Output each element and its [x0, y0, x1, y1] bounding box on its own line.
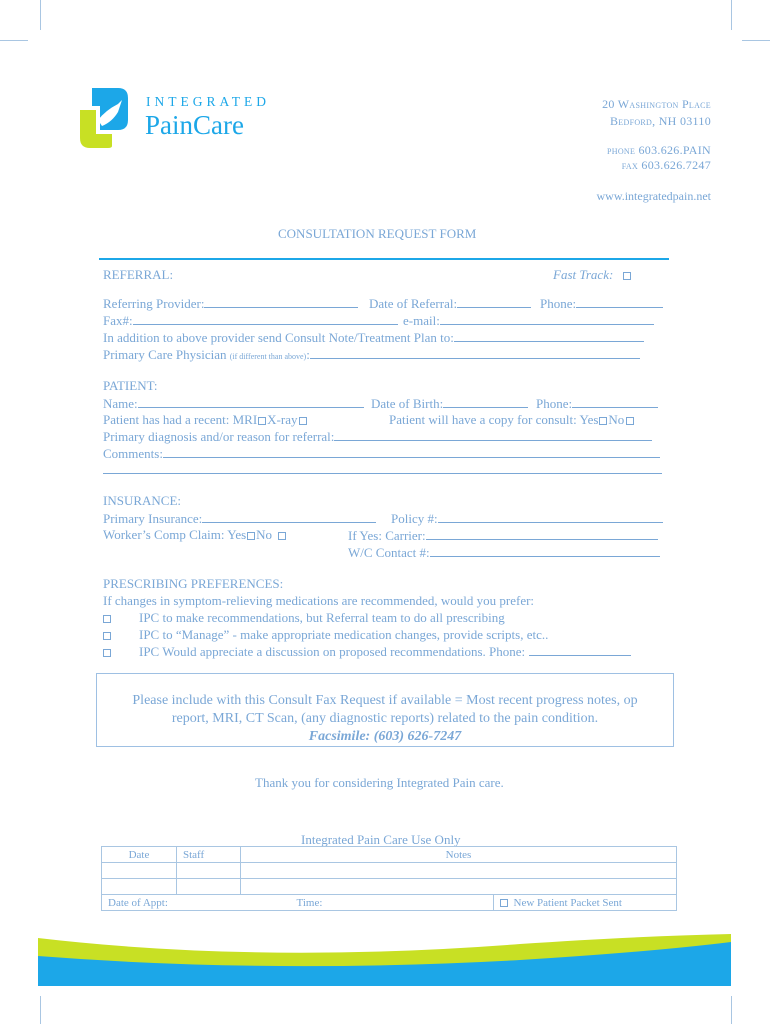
referral-phone-field[interactable]	[576, 295, 663, 308]
date-of-referral-label: Date of Referral:	[369, 296, 458, 311]
prescribing-option-1	[103, 610, 505, 626]
table-cell[interactable]	[102, 863, 177, 879]
carrier-label: If Yes: Carrier:	[348, 528, 426, 543]
xray-checkbox[interactable]	[299, 417, 307, 425]
recent-imaging-row	[103, 412, 313, 428]
time-label: Time:	[296, 896, 323, 909]
brand-line2: PainCare	[145, 110, 244, 140]
pcp-label: Primary Care Physician	[103, 347, 227, 362]
patient-name-row	[103, 395, 364, 412]
thanks-text: Thank you for considering Integrated Pain care.	[255, 775, 504, 790]
option-3-checkbox[interactable]	[103, 649, 111, 657]
col-notes-header: Notes	[241, 847, 677, 863]
date-of-appt-cell[interactable]	[102, 895, 241, 911]
pcp-note: (if different than above)	[229, 352, 307, 361]
copy-no-checkbox[interactable]	[626, 417, 634, 425]
copy-row	[389, 412, 640, 428]
packet-label: New Patient Packet Sent	[513, 896, 622, 909]
option-2-label: IPC to “Manage” - make appropriate medication changes, provide scripts, etc..	[139, 627, 549, 642]
date-of-appt-label: Date of Appt:	[108, 896, 168, 909]
recent-label: Patient has had a recent: MRI	[103, 412, 258, 427]
copy-label: Patient will have a copy for consult: Yes	[389, 412, 599, 427]
referral-phone-row	[540, 295, 663, 312]
comments-label: Comments:	[103, 446, 163, 461]
primary-insurance-field[interactable]	[202, 510, 376, 523]
mri-checkbox[interactable]	[258, 417, 266, 425]
comments-field-2[interactable]	[103, 473, 662, 474]
table-cell[interactable]	[177, 879, 241, 895]
table-cell[interactable]	[241, 863, 677, 879]
diagnosis-label: Primary diagnosis and/or reason for referral:	[103, 429, 335, 444]
email-field[interactable]	[440, 312, 654, 325]
wc-contact-row	[348, 544, 660, 561]
crop-mark	[742, 40, 770, 41]
consult-note-field[interactable]	[454, 329, 644, 342]
fast-track-label: Fast Track:	[553, 267, 614, 282]
col-staff-header: Staff	[177, 847, 241, 863]
option-2-checkbox[interactable]	[103, 632, 111, 640]
primary-insurance-label: Primary Insurance:	[103, 511, 203, 526]
comments-row	[103, 445, 660, 462]
consult-note-row	[103, 329, 644, 346]
diagnosis-field[interactable]	[334, 428, 652, 441]
pcp-row	[103, 346, 640, 365]
date-of-referral-row	[369, 295, 531, 312]
fax-label: Fax#:	[103, 313, 133, 328]
fax-row	[103, 312, 398, 329]
table-cell[interactable]	[241, 879, 677, 895]
fast-track-checkbox[interactable]	[623, 272, 631, 280]
consult-note-label: In addition to above provider send Consult Note/Treatment Plan to:	[103, 330, 454, 345]
wc-yes-checkbox[interactable]	[247, 532, 255, 540]
fast-track	[553, 267, 637, 283]
address-street: 20 Washington Place	[602, 97, 711, 111]
comments-field[interactable]	[163, 445, 660, 458]
logo	[78, 86, 293, 150]
patient-name-label: Name:	[103, 396, 138, 411]
patient-phone-field[interactable]	[572, 395, 658, 408]
wc-contact-field[interactable]	[430, 544, 660, 557]
diagnosis-row	[103, 428, 652, 445]
notice-box	[96, 673, 674, 747]
time-cell[interactable]	[241, 895, 494, 911]
dob-field[interactable]	[443, 395, 528, 408]
pcp-colon: :	[306, 347, 310, 362]
referral-heading: REFERRAL:	[103, 267, 174, 282]
wc-no-label: No	[256, 527, 273, 542]
footer-swoosh	[0, 914, 770, 1024]
referral-phone-label: Phone:	[540, 296, 577, 311]
notice-line1: Please include with this Consult Fax Request if available = Most recent progress notes, op	[132, 693, 638, 708]
insurance-heading: INSURANCE:	[103, 493, 182, 508]
packet-cell[interactable]	[493, 895, 677, 911]
notice-facsimile: Facsimile: (603) 626-7247	[308, 729, 462, 744]
carrier-field[interactable]	[426, 527, 658, 540]
referring-provider-label: Referring Provider:	[103, 296, 205, 311]
policy-label: Policy #:	[391, 511, 438, 526]
date-of-referral-field[interactable]	[457, 295, 531, 308]
address-web[interactable]: www.integratedpain.net	[596, 189, 711, 203]
crop-mark	[40, 0, 41, 30]
primary-insurance-row	[103, 510, 376, 527]
office-use-title: Integrated Pain Care Use Only	[301, 832, 461, 847]
referring-provider-field[interactable]	[204, 295, 358, 308]
option-3-label: IPC Would appreciate a discussion on proposed recommendations. Phone:	[139, 644, 526, 659]
fax-field[interactable]	[133, 312, 398, 325]
prescribing-heading: PRESCRIBING PREFERENCES:	[103, 576, 284, 591]
workers-comp-row	[103, 527, 292, 543]
col-date-header: Date	[102, 847, 177, 863]
prescribing-option-3	[103, 643, 631, 660]
email-row	[403, 312, 654, 329]
address-city: Bedford, NH 03110	[610, 114, 711, 128]
title-rule	[99, 258, 669, 260]
option-1-label: IPC to make recommendations, but Referral team to do all prescribing	[139, 610, 505, 625]
table-cell[interactable]	[177, 863, 241, 879]
workers-comp-label: Worker’s Comp Claim: Yes	[103, 527, 247, 542]
patient-phone-label: Phone:	[536, 396, 573, 411]
notice-line2: report, MRI, CT Scan, (any diagnostic reports) related to the pain condition.	[171, 711, 599, 726]
packet-checkbox[interactable]	[500, 899, 508, 907]
logo-icon	[78, 86, 134, 150]
form-title: CONSULTATION REQUEST FORM	[278, 226, 477, 241]
office-use-table	[101, 846, 677, 911]
option-3-phone-field[interactable]	[529, 643, 631, 656]
policy-row	[391, 510, 663, 527]
prescribing-intro: If changes in symptom-relieving medications are recommended, would you prefer:	[103, 593, 535, 608]
crop-mark	[0, 40, 28, 41]
wc-contact-label: W/C Contact #:	[348, 545, 430, 560]
email-label: e-mail:	[403, 313, 440, 328]
policy-field[interactable]	[438, 510, 663, 523]
option-1-checkbox[interactable]	[103, 615, 111, 623]
wc-no-checkbox[interactable]	[278, 532, 286, 540]
copy-no-label: No	[608, 412, 625, 427]
address-phone: phone 603.626.PAIN	[607, 143, 711, 157]
patient-phone-row	[536, 395, 658, 412]
xray-label: X-ray	[267, 412, 298, 427]
dob-label: Date of Birth:	[371, 396, 444, 411]
patient-heading: PATIENT:	[103, 378, 158, 393]
crop-mark	[731, 0, 732, 30]
dob-row	[371, 395, 528, 412]
referring-provider-row	[103, 295, 358, 312]
carrier-row	[348, 527, 658, 544]
address-fax: fax 603.626.7247	[621, 158, 711, 172]
patient-name-field[interactable]	[138, 395, 364, 408]
prescribing-option-2	[103, 627, 548, 643]
table-cell[interactable]	[102, 879, 177, 895]
brand-line1: INTEGRATED	[146, 94, 270, 109]
copy-yes-checkbox[interactable]	[599, 417, 607, 425]
pcp-field[interactable]	[310, 346, 640, 359]
